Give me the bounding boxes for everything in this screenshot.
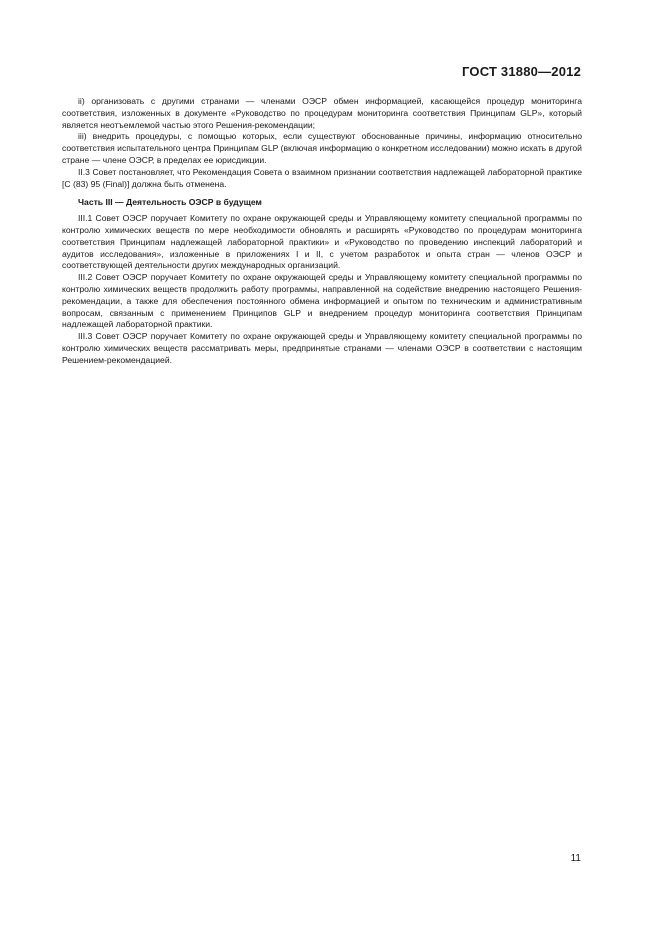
paragraph-II-3: II.3 Совет постановляет, что Рекомендация Совета о взаимном признании соответствия надлежащей лабораторной практике [С (83) 95 (Final)] должна быть отменена.	[62, 166, 582, 189]
paragraph-iii: iii) внедрить процедуры, с помощью которых, если существуют обоснованные причины, информацию относительно соответствия испытательного центра Принципам GLP (включая информацию о конкретном исследовании) можно искать в другой стране — члене ОЭСР, в пределах ее юрисдикции.	[62, 131, 582, 165]
paragraph-III-3: III.3 Совет ОЭСР поручает Комитету по охране окружающей среды и Управляющему комитету специальной программы по контролю химических веществ рассматривать меры, предпринятые странами — членами ОЭСР в соответствии с настоящим Решением-рекомендацией.	[62, 331, 582, 365]
page-number: 11	[570, 853, 581, 864]
paragraph-III-1: III.1 Совет ОЭСР поручает Комитету по охране окружающей среды и Управляющему комитету специальной программы по контролю химических веществ по мере необходимости обновлять и расширять «Руководство по процедурам мониторинга соответствия Принципам надлежащей лабораторной практики» и «Руководство по проведению инспекций лабораторий и аудитов исследования», изложенные в приложениях I и II, с учетом разработок и опыта стран — членов ОЭСР и соответствующей деятельности других международных организаций.	[62, 213, 582, 271]
section-heading: Часть III — Деятельность ОЭСР в будущем	[78, 197, 262, 208]
document-body	[62, 96, 582, 367]
paragraph-ii: ii) организовать с другими странами — членами ОЭСР обмен информацией, касающейся процедур мониторинга соответствия, изложенных в документе «Руководство по процедурам мониторинга соответствия Принципам GLP», который является неотъемлемой частью этого Решения-рекомендации;	[62, 96, 582, 130]
document-header: ГОСТ 31880—2012	[462, 64, 581, 79]
paragraph-III-2: III.2 Совет ОЭСР поручает Комитету по охране окружающей среды и Управляющему комитету специальной программы по контролю химических веществ продолжить работу программы, направленной на содействие внедрению настоящего Решения-рекомендации, а также для обеспечения постоянного обмена информацией и опытом по техническим и административным вопросам, связанным с применением Принципов GLP и внедрением процедур мониторинга соответствия Принципам надлежащей лабораторной практики.	[62, 272, 582, 330]
